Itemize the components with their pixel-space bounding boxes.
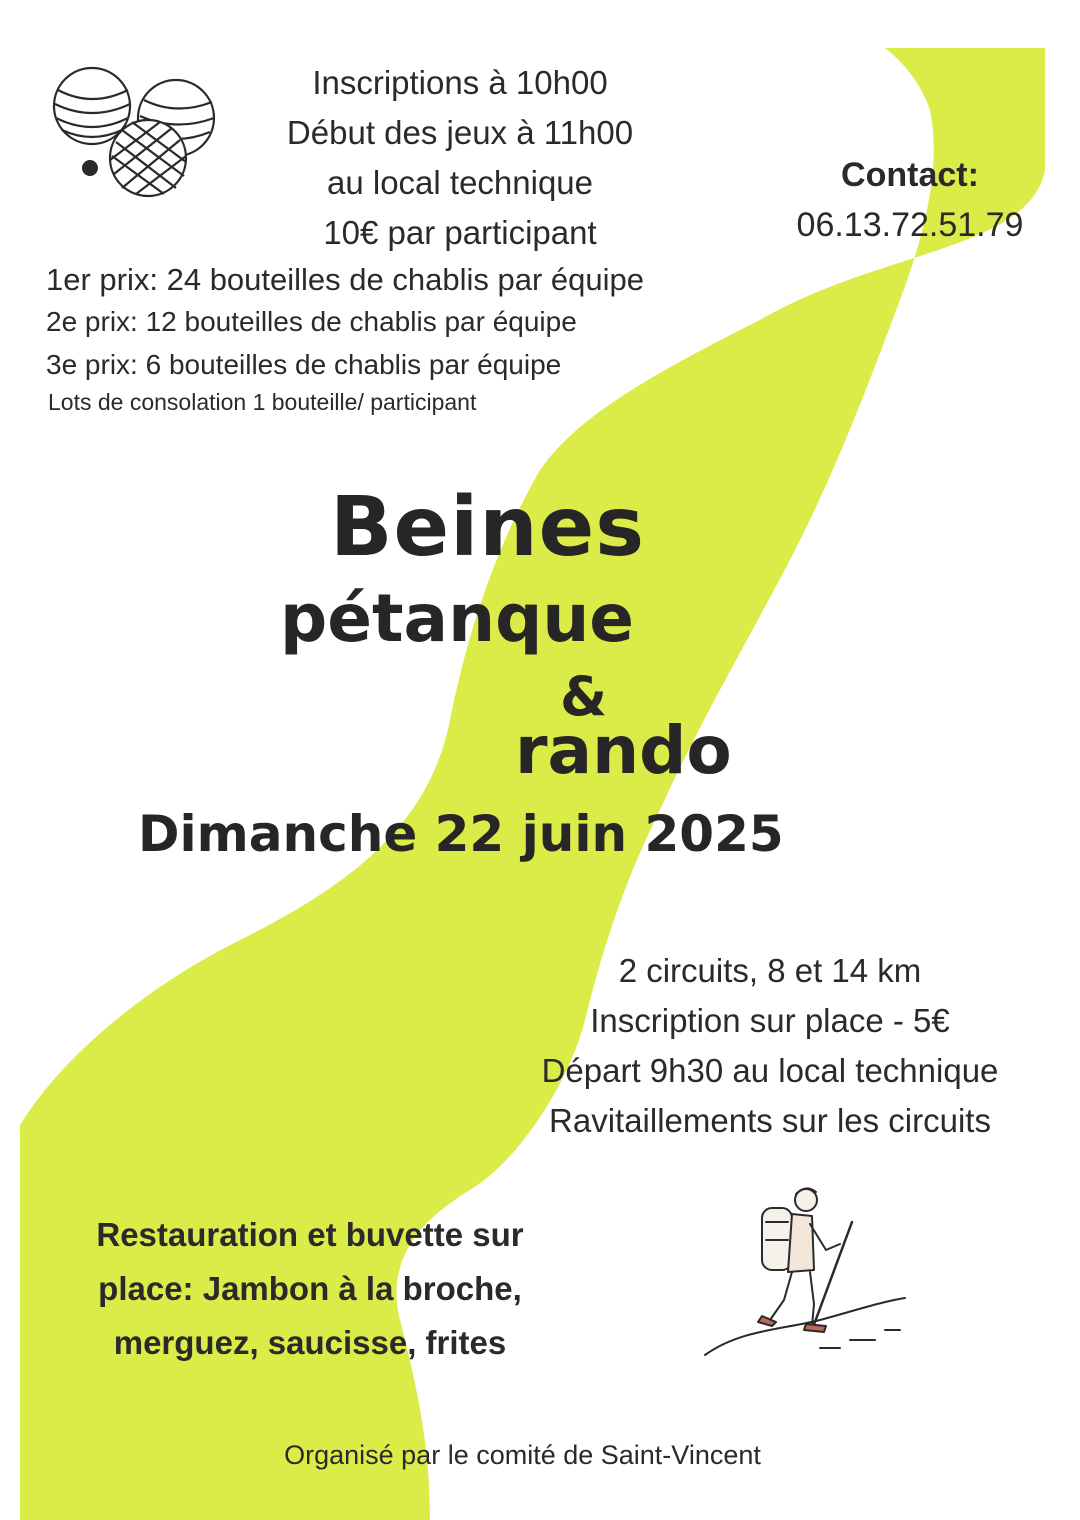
title-place: Beines	[330, 480, 646, 575]
hike-registration: Inscription sur place - 5€	[590, 1002, 950, 1039]
contact-label: Contact:	[841, 156, 979, 194]
contact-block	[770, 150, 1050, 250]
entry-fee: 10€ par participant	[323, 214, 597, 251]
first-prize: 1er prix: 24 bouteilles de chablis par équipe	[46, 262, 644, 297]
event-date: Dimanche 22 juin 2025	[138, 805, 784, 863]
start-time: Début des jeux à 11h00	[286, 114, 634, 151]
hike-departure: Départ 9h30 au local technique	[541, 1052, 999, 1089]
food-line-2: place: Jambon à la broche,	[98, 1270, 522, 1307]
registration-time: Inscriptions à 10h00	[312, 64, 608, 101]
second-prize: 2e prix: 12 bouteilles de chablis par équipe	[46, 306, 577, 337]
hiker-icon	[700, 1180, 915, 1365]
third-prize: 3e prix: 6 bouteilles de chablis par équipe	[46, 349, 562, 380]
organizer-text: Organisé par le comité de Saint-Vincent	[284, 1440, 761, 1470]
hike-supplies: Ravitaillements sur les circuits	[549, 1102, 991, 1139]
food-info	[30, 1208, 590, 1370]
food-line-1: Restauration et buvette sur	[96, 1216, 524, 1253]
food-line-3: merguez, saucisse, frites	[113, 1324, 507, 1361]
location: au local technique	[326, 164, 594, 201]
hike-circuits: 2 circuits, 8 et 14 km	[618, 952, 922, 989]
contact-phone: 06.13.72.51.79	[796, 206, 1024, 244]
petanque-schedule	[200, 58, 720, 258]
consolation-prize: Lots de consolation 1 bouteille/ participant	[48, 389, 477, 415]
title-rando: rando	[515, 712, 732, 789]
title-petanque: pétanque	[280, 580, 635, 657]
prizes-list	[46, 258, 766, 416]
petanque-balls-icon	[48, 60, 223, 205]
hike-info	[500, 946, 1040, 1146]
title-ampersand: &	[560, 665, 608, 728]
